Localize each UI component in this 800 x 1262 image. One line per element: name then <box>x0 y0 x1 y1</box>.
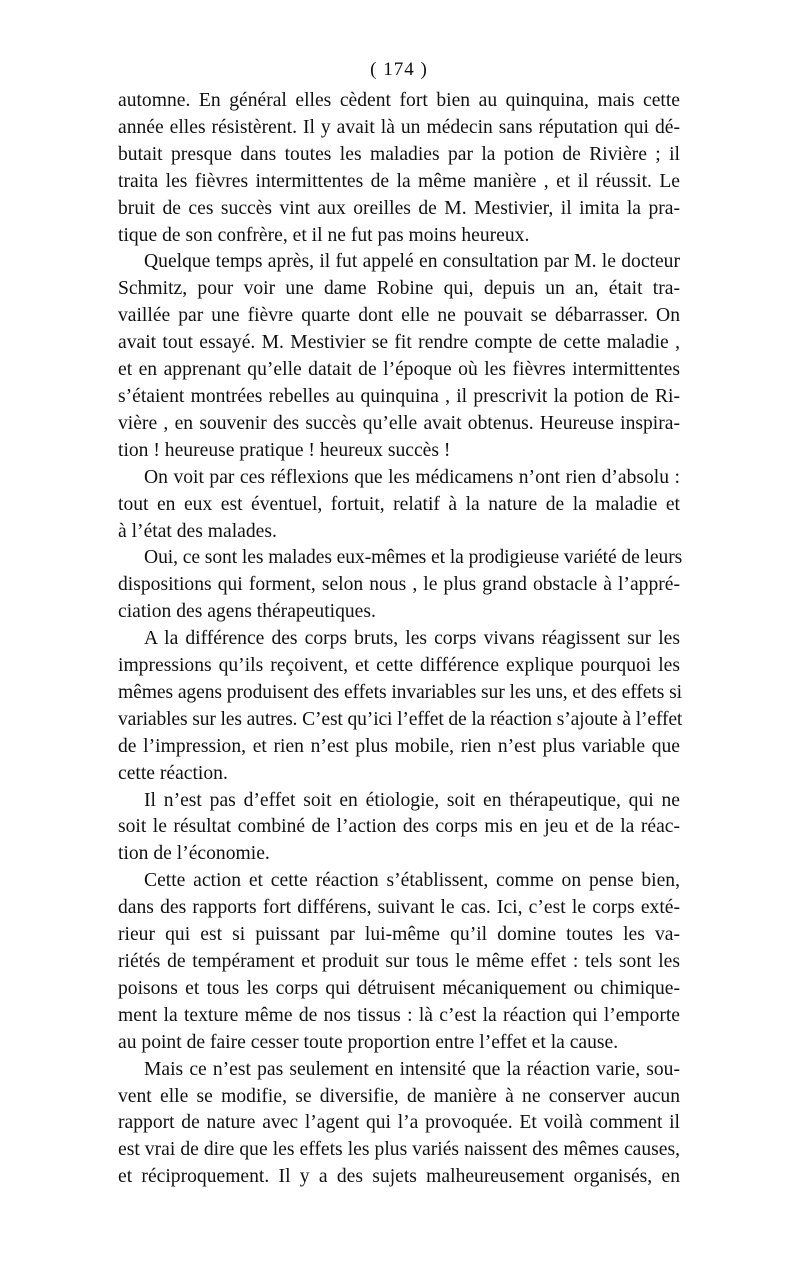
text-line: tion ! heureuse pratique ! heureux succès ! <box>118 439 451 461</box>
text-line: riétés de tempérament et produit sur tous le même effet : tels sont les <box>118 951 680 972</box>
text-line: ment la texture même de nos tissus : là c’est la réaction qui l’emporte <box>118 1004 680 1026</box>
paragraph <box>118 249 680 464</box>
text-line: Mais ce n’est pas seulement en intensité que la réaction varie, sou- <box>144 1058 680 1080</box>
page-number: ( 174 ) <box>370 59 428 80</box>
text-line: Cette action et cette réaction s’établissent, comme on pense bien, <box>144 870 680 892</box>
text-line: mêmes agens produisent des effets invariables sur les uns, et des effets si <box>118 681 682 703</box>
text-line: poisons et tous les corps qui détruisent mécaniquement ou chimique- <box>118 977 680 999</box>
book-page <box>118 56 683 1191</box>
text-line: dispositions qui forment, selon nous , le plus grand obstacle à l’appré- <box>118 574 680 596</box>
paragraph <box>118 1057 680 1192</box>
text-line: traita les fièvres intermittentes de la même manière , et il réussit. Le <box>118 170 680 192</box>
text-line: est vrai de dire que les effets les plus variés naissent des mêmes causes, <box>118 1139 680 1161</box>
text-line: On voit par ces réflexions que les médicamens n’ont rien d’absolu : <box>144 466 680 488</box>
paragraph <box>118 868 680 1056</box>
text-line: et en apprenant qu’elle datait de l’époque où les fièvres intermittentes <box>118 359 680 381</box>
text-line: variables sur les autres. C’est qu’ici l’effet de la réaction s’ajoute à l’effet <box>118 708 683 730</box>
text-line: butait presque dans toutes les maladies par la potion de Rivière ; il <box>118 143 680 165</box>
paragraph <box>118 626 683 787</box>
text-line: tout en eux est éventuel, fortuit, relatif à la nature de la maladie et <box>118 493 680 515</box>
text-line: soit le résultat combiné de l’action des corps mis en jeu et de la réac- <box>118 816 680 838</box>
text-line: tique de son confrère, et il ne fut pas moins heureux. <box>118 224 530 246</box>
text-line: vaillée par une fièvre quarte dont elle ne pouvait se débarrasser. On <box>118 305 680 327</box>
text-line: tion de l’économie. <box>118 843 270 865</box>
text-line: vière , en souvenir des succès qu’elle avait obtenus. Heureuse inspira- <box>118 412 680 434</box>
text-line: Il n’est pas d’effet soit en étiologie, soit en thérapeutique, qui ne <box>144 789 680 811</box>
text-line: impressions qu’ils reçoivent, et cette différence explique pourquoi les <box>118 655 680 677</box>
text-line: année elles résistèrent. Il y avait là un médecin sans réputation qui dé- <box>118 116 680 138</box>
body-text <box>118 88 683 1191</box>
text-line: s’étaient montrées rebelles au quinquina , il prescrivit la potion de Ri- <box>118 385 680 407</box>
text-line: au point de faire cesser toute proportion entre l’effet et la cause. <box>118 1031 619 1053</box>
text-line: Quelque temps après, il fut appelé en consultation par M. le docteur <box>144 251 680 273</box>
text-line: ciation des agens thérapeutiques. <box>118 601 376 623</box>
paragraph <box>118 465 680 546</box>
paragraph <box>118 88 680 249</box>
text-line: cette réaction. <box>118 762 228 784</box>
text-line: et réciproquement. Il y a des sujets malheureusement organisés, en <box>118 1166 680 1188</box>
paragraph <box>118 788 680 869</box>
text-line: rapport de nature avec l’agent qui l’a provoquée. Et voilà comment il <box>118 1112 680 1134</box>
paragraph <box>118 545 683 626</box>
text-line: A la différence des corps bruts, les corps vivans réagissent sur les <box>144 628 680 650</box>
text-line: automne. En général elles cèdent fort bien au quinquina, mais cette <box>118 90 680 111</box>
text-line: rieur qui est si puissant par lui-même qu’il domine toutes les va- <box>118 924 680 946</box>
text-line: vent elle se modifie, se diversifie, de manière à ne conserver aucun <box>118 1085 680 1107</box>
text-line: à l’état des malades. <box>118 520 277 542</box>
text-line: dans des rapports fort différens, suivant le cas. Ici, c’est le corps exté- <box>118 897 680 919</box>
text-line: de l’impression, et rien n’est plus mobile, rien n’est plus variable que <box>118 735 680 757</box>
text-line: avait tout essayé. M. Mestivier se fit rendre compte de cette maladie , <box>118 332 680 354</box>
text-line: Schmitz, pour voir une dame Robine qui, depuis un an, était tra- <box>118 278 680 300</box>
text-line: Oui, ce sont les malades eux-mêmes et la prodigieuse variété de leurs <box>144 547 683 569</box>
text-line: bruit de ces succès vint aux oreilles de M. Mestivier, il imita la pra- <box>118 197 680 219</box>
